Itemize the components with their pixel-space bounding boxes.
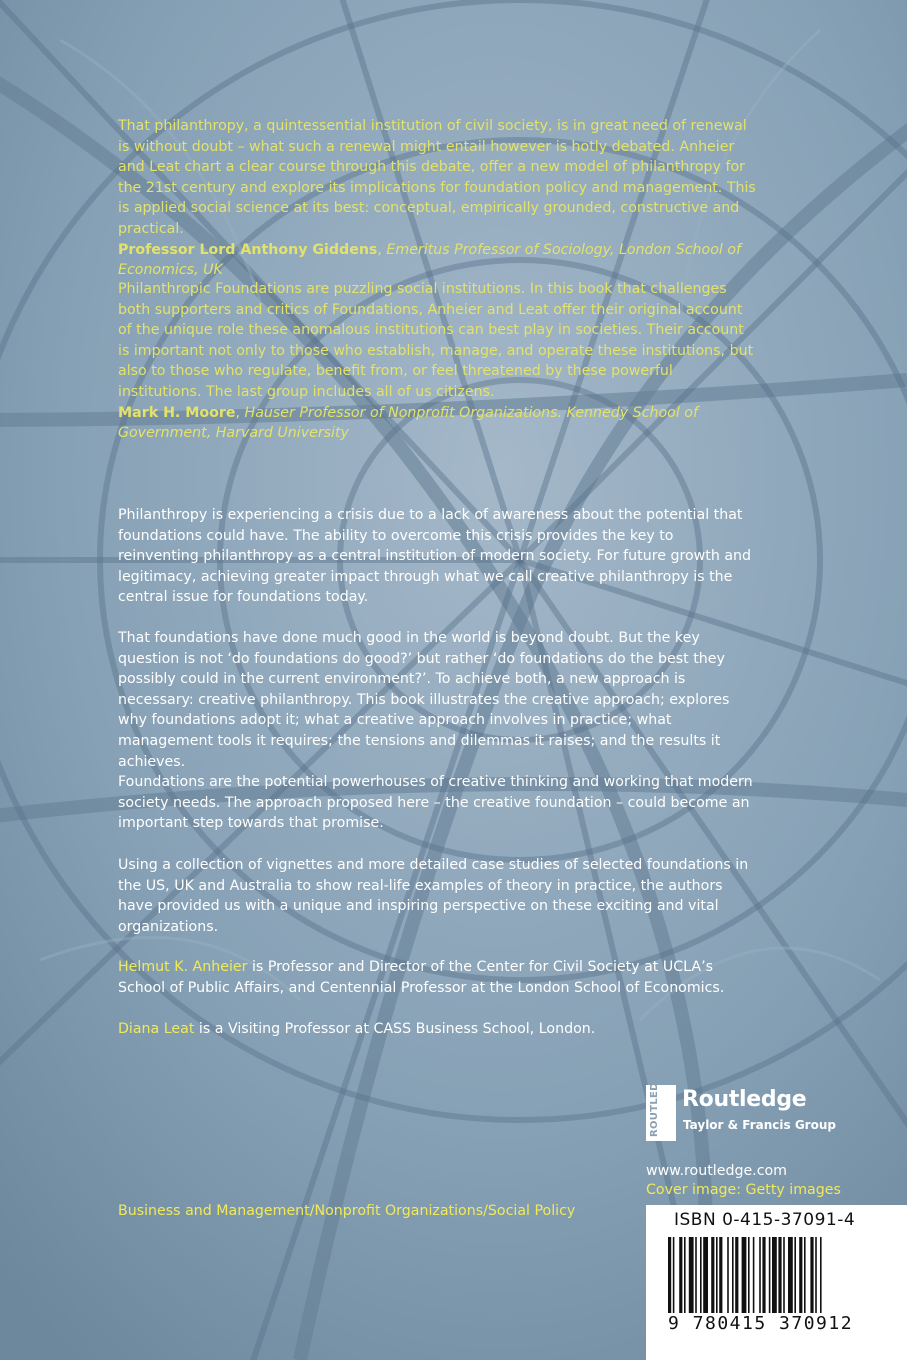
publisher-logo (646, 1066, 846, 1145)
quote-1-affiliation: Emeritus Professor of Sociology, London School of Economics, UK (118, 241, 742, 279)
quote-1-text: That philanthropy, a quintessential institution of civil society, is in great need of renewal is without doubt – what such a renewal might entail however is hotly debated. Anheier and Leat chart a clear course through this debate, offer a new model of philanthropy for the 21st century and explore its implications for foundation policy and management. This is applied social science at its best: conceptual, empirically grounded, constructive and practical. (118, 118, 756, 237)
publisher-name: Routledge (682, 1087, 807, 1112)
description-paragraph-1 (118, 505, 758, 608)
publisher-group: Taylor & Francis Group (683, 1118, 836, 1132)
barcode-icon (668, 1237, 898, 1323)
author-2-name: Diana Leat (118, 1021, 195, 1037)
description-paragraph-3 (118, 772, 758, 834)
routledge-mark-icon (646, 1066, 676, 1141)
author-bio-1 (118, 957, 758, 998)
description-text-2: That foundations have done much good in the world is beyond doubt. But the key question is not ‘do foundations do good?’ but rather ‘do foundations do the best they possibly could in the current environment?’. To achieve both, a new approach is necessary: creative philanthropy. This book illustrates the creative approach; explores why foundations adopt it; what a creative approach involves in practice; what management tools it requires; the tensions and dilemmas it raises; and the results it achieves. (118, 630, 730, 770)
quote-1-author: Professor Lord Anthony Giddens (118, 241, 378, 258)
description-text-4: Using a collection of vignettes and more detailed case studies of selected foundations in the US, UK and Australia to show real-life examples of theory in practice, the authors have provided us with a unique and inspiring perspective on these exciting and vital organizations. (118, 857, 749, 935)
description-text-3: Foundations are the potential powerhouses of creative thinking and working that modern society needs. The approach proposed here – the creative foundation – could become an important step towards that promise. (118, 774, 753, 832)
isbn-label: ISBN 0-415-37091-4 (674, 1210, 856, 1230)
author-bio-2 (118, 1019, 758, 1040)
description-paragraph-2 (118, 628, 758, 772)
author-1-name: Helmut K. Anheier (118, 959, 248, 975)
ean-number: 9 780415 370912 (668, 1313, 898, 1334)
subject-category: Business and Management/Nonprofit Organizations/Social Policy (118, 1203, 576, 1219)
routledge-mark-text: ROUTLEDGE (649, 1066, 660, 1137)
author-2-bio: is a Visiting Professor at CASS Business School, London. (194, 1021, 596, 1037)
description-text-1: Philanthropy is experiencing a crisis due to a lack of awareness about the potential that foundations could have. The ability to overcome this crisis provides the key to reinventing philanthropy as a central institution of modern society. For future growth and legitimacy, achieving greater impact through what we call creative philanthropy is the central issue for foundations today. (118, 507, 752, 606)
quote-2-affiliation: Hauser Professor of Nonprofit Organizations. Kennedy School of Government, Harvard University (118, 404, 698, 442)
endorsement-quote-1: That philanthropy, a quintessential institution of civil society, is in great need of renewal is without doubt – what such a renewal might entail however is hotly debated. Anheier and Leat chart a clear course through this debate, offer a new model of philanthropy for the 21st century and explore its implications for foundation policy and management. This is applied social science at its best: conceptual, empirically grounded, constructive and practical. Professor Lord Anthony Giddens, Emeritus Professor of Sociology, London School of Economics, UK (118, 116, 758, 281)
quote-2-text: Philanthropic Foundations are puzzling social institutions. In this book that challenges both supporters and critics of Foundations, Anheier and Leat offer their original account of the unique role these anomalous institutions can best play in societies. Their account is important not only to those who establish, manage, and operate these institutions, but also to those who regulate, benefit from, or feel threatened by these powerful institutions. The last group includes all of us citizens. (118, 281, 754, 400)
isbn-barcode-box (646, 1205, 907, 1360)
publisher-website: www.routledge.com (646, 1163, 787, 1179)
quote-2-author: Mark H. Moore (118, 404, 236, 421)
cover-credit: Cover image: Getty images (646, 1182, 841, 1198)
author-1-bio: is Professor and Director of the Center for Civil Society at UCLA’s School of Public Affairs, and Centennial Professor at the London School of Economics. (118, 959, 725, 996)
endorsement-quote-2: Philanthropic Foundations are puzzling social institutions. In this book that challenges both supporters and critics of Foundations, Anheier and Leat offer their original account of the unique role these anomalous institutions can best play in societies. Their account is important not only to those who establish, manage, and operate these institutions, but also to those who regulate, benefit from, or feel threatened by these powerful institutions. The last group includes all of us citizens. Mark H. Moore, Hauser Professor of Nonprofit Organizations. Kennedy School of Government, Harvard University (118, 279, 758, 444)
description-paragraph-4 (118, 855, 758, 937)
